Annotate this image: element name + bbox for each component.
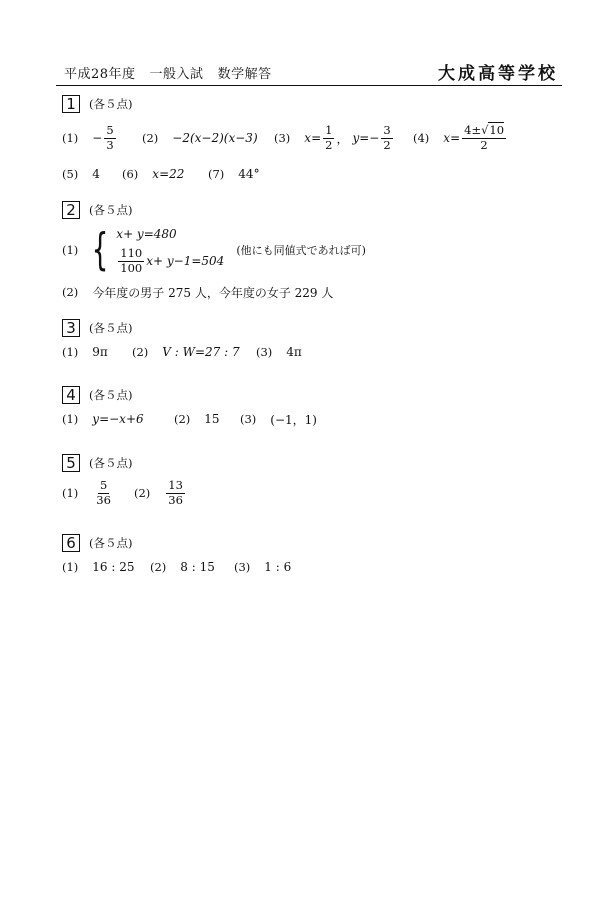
section-heading (62, 453, 132, 473)
section-heading (62, 94, 132, 114)
fraction: $\frac{4\pm√10}{2}$ (464, 123, 505, 152)
header-divider (56, 85, 562, 86)
answer-2-1: (1) { x+ y=480 $\frac{110}{100}$ x+ y−1=504 (他にも同値式であれば可) (62, 224, 366, 275)
answer-row (62, 338, 302, 366)
header-year: 平成28年度 (64, 67, 136, 82)
answer-1-3: (3) x= $\frac{1}{2}$ ， y=− $\frac{3}{2}$ (274, 123, 391, 152)
section-heading (62, 318, 132, 338)
answer-row (62, 120, 505, 156)
header-exam: 一般入試 (149, 67, 204, 82)
school-name: 大成高等学校 (438, 64, 558, 84)
section-heading (62, 533, 132, 553)
section-points: (各５点) (89, 97, 133, 111)
fraction: $\frac{3}{2}$ (383, 123, 391, 152)
answer-4-3: (3) (−1，1) (240, 412, 317, 427)
answer-6-3: (3) 1 : 6 (234, 560, 292, 574)
section-points: (各５点) (89, 388, 133, 402)
section-number: 1 (62, 95, 80, 113)
header-title (64, 63, 286, 82)
section-number: 4 (62, 386, 80, 404)
brace-icon: { (91, 224, 109, 275)
section-number: 2 (62, 201, 80, 219)
answer-row (62, 156, 260, 192)
answer-1-7: (7) 44° (208, 167, 260, 181)
answer-6-2: (2) 8 : 15 (150, 560, 215, 574)
section-heading (62, 385, 132, 405)
section-points: (各５点) (89, 456, 133, 470)
answer-3-3: (3) 4π (256, 345, 302, 359)
equation-system: x+ y=480 $\frac{110}{100}$ x+ y−1=504 (116, 227, 225, 275)
answer-row (62, 222, 366, 278)
answer-1-5: (5) 4 (62, 167, 100, 181)
fraction: $\frac{1}{2}$ (325, 123, 333, 152)
answer-note: (他にも同値式であれば可) (236, 244, 366, 257)
answer-3-2: (2) V : W=27 : 7 (132, 345, 240, 359)
fraction: $\frac{5}{36}$ (96, 478, 111, 507)
section-points: (各５点) (89, 536, 133, 550)
section-1 (62, 94, 505, 192)
header-subject: 数学解答 (217, 67, 272, 82)
section-number: 5 (62, 454, 80, 472)
answer-row (62, 405, 317, 433)
section-points: (各５点) (89, 321, 133, 335)
answer-4-2: (2) 15 (174, 412, 220, 426)
answer-2-2: (2) 今年度の男子 275 人，今年度の女子 229 人 (62, 285, 334, 300)
fraction: $\frac{5}{3}$ (106, 123, 114, 152)
answer-1-2: (2) −2(x−2)(x−3) (142, 131, 258, 145)
section-3 (62, 318, 302, 366)
answer-row (62, 278, 334, 306)
section-heading (62, 200, 132, 220)
answer-5-1: (1) $\frac{5}{36}$ (62, 478, 111, 507)
answer-5-2: (2) $\frac{13}{36}$ (134, 478, 183, 507)
section-2 (62, 200, 366, 306)
fraction: $\frac{110}{100}$ (120, 246, 143, 275)
answer-1-4: (4) x= $\frac{4\pm√10}{2}$ (413, 123, 505, 152)
answer-3-1: (1) 9π (62, 345, 108, 359)
section-number: 6 (62, 534, 80, 552)
answer-row (62, 475, 183, 511)
answer-4-1: (1) y=−x+6 (62, 412, 144, 426)
section-4 (62, 385, 317, 433)
section-number: 3 (62, 319, 80, 337)
answer-6-1: (1) 16 : 25 (62, 560, 135, 574)
answer-1-6: (6) x=22 (122, 167, 185, 181)
section-6 (62, 533, 292, 581)
answer-row (62, 553, 292, 581)
fraction: $\frac{13}{36}$ (168, 478, 183, 507)
answer-1-1: (1) − $\frac{5}{3}$ (62, 123, 114, 152)
section-5 (62, 453, 183, 511)
section-points: (各５点) (89, 203, 133, 217)
